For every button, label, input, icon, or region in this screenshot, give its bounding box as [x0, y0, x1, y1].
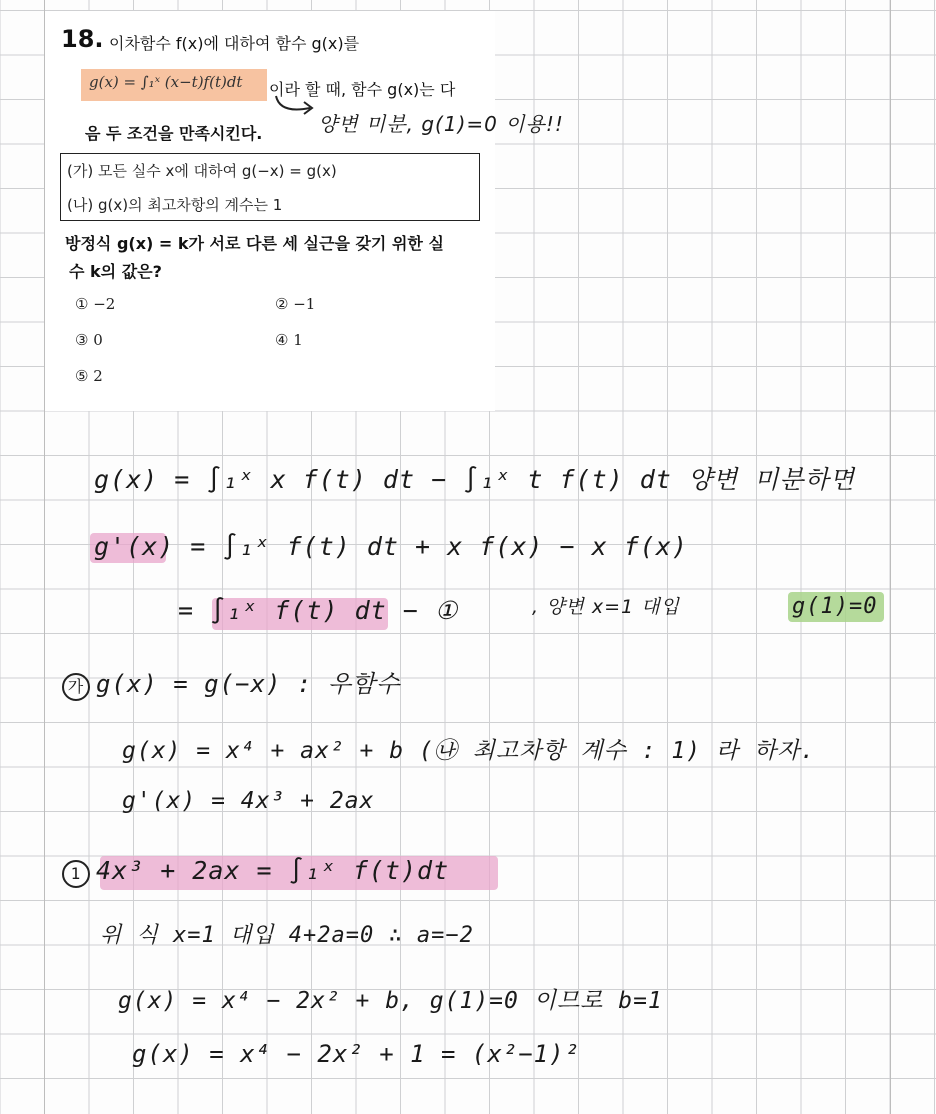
- choice-5: ⑤ 2: [75, 367, 103, 385]
- solution-line-4: [62, 664, 400, 701]
- solution-line-8: 위 식 x=1 대입 4+2a=0 ∴ a=−2: [100, 923, 474, 948]
- problem-line2: 이라 할 때, 함수 g(x)는 다: [269, 80, 456, 99]
- page-border-right: [890, 0, 891, 1114]
- problem-number: 18.: [61, 25, 104, 53]
- solution-line-3: = ∫₁ˣ f(t) dt − ①: [178, 596, 459, 625]
- condition-na: (나) g(x)의 최고차항의 계수는 1: [67, 196, 283, 214]
- solution-line-3-note: , 양변 x=1 대입: [532, 596, 680, 618]
- handwritten-hint: 양변 미분, g(1)=0 이용!!: [318, 112, 564, 136]
- choice-3: ③ 0: [75, 331, 103, 349]
- problem-block: [45, 11, 495, 411]
- solution-line-7: [62, 856, 449, 888]
- conditions-box: [60, 153, 480, 221]
- solution-line-6: g'(x) = 4x³ + 2ax: [122, 788, 375, 814]
- solution-line-2: g'(x) = ∫₁ˣ f(t) dt + x f(x) − x f(x): [94, 532, 688, 561]
- solution-line-5: g(x) = x⁴ + ax² + b (㉯ 최고차항 계수 : 1) 라 하자.: [122, 738, 816, 764]
- condition-ga: (가) 모든 실수 x에 대하여 g(−x) = g(x): [67, 162, 337, 180]
- solution-line-9: g(x) = x⁴ − 2x² + b, g(1)=0 이므로 b=1: [118, 988, 663, 1014]
- choice-2: ② −1: [275, 295, 316, 313]
- question-line2: 수 k의 값은?: [69, 262, 162, 281]
- solution-line-7-text: 4x³ + 2ax = ∫₁ˣ f(t)dt: [96, 856, 450, 885]
- condition-marker-ga: 가: [62, 673, 90, 701]
- problem-intro: 이차함수 f(x)에 대하여 함수 g(x)를: [109, 34, 360, 53]
- solution-line-10: g(x) = x⁴ − 2x² + 1 = (x²−1)²: [132, 1040, 581, 1068]
- problem-line3: 음 두 조건을 만족시킨다.: [85, 124, 263, 143]
- choice-4: ④ 1: [275, 331, 303, 349]
- question-line1: 방정식 g(x) = k가 서로 다른 세 실근을 갖기 위한 실: [65, 234, 444, 253]
- choice-1: ① −2: [75, 295, 116, 313]
- solution-line-4-text: g(x) = g(−x) : 우함수: [96, 670, 401, 698]
- solution-g1-zero: g(1)=0: [792, 594, 878, 619]
- solution-line-1: g(x) = ∫₁ˣ x f(t) dt − ∫₁ˣ t f(t) dt 양변 미분하면: [94, 465, 855, 494]
- equation-marker-1: 1: [62, 860, 90, 888]
- integral-definition: g(x) = ∫₁ˣ (x−t)f(t)dt: [89, 73, 243, 91]
